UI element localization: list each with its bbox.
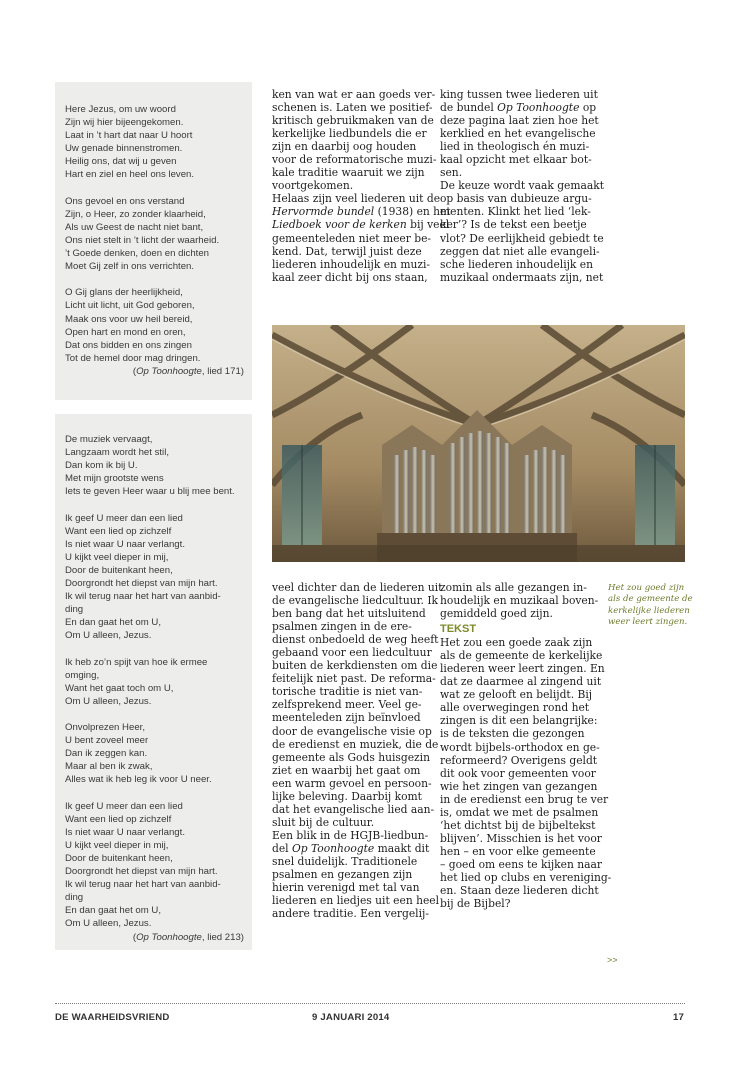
article-text-line: gemeenteleden niet meer be-: [272, 231, 432, 245]
stanza-gap: [65, 273, 252, 286]
article-text-line: Liedboek voor de kerken bij veel: [272, 218, 450, 232]
article-text-line: Helaas zijn veel liederen uit de: [272, 192, 441, 206]
article-text-line: psalmen zingen in de ere-: [272, 620, 412, 634]
article-text-line: op basis van dubieuze argu-: [440, 192, 592, 206]
hymn-line: Om U alleen, Jezus.: [65, 695, 152, 707]
hymn-line: Zijn, o Heer, zo zonder klaarheid,: [65, 208, 206, 220]
hymn-line: Hart en ziel en heel ons leven.: [65, 169, 195, 181]
stanza-gap: [65, 708, 252, 721]
article-text-line: kerkelijke liedbundels die er: [272, 127, 427, 141]
article-text-line: dit ook voor gemeenten voor: [440, 766, 596, 780]
hymn-line: Door de buitenkant heen,: [65, 564, 173, 576]
section-heading: TEKST: [440, 623, 477, 636]
article-text-line: vlot? De eerlijkheid gebiedt te: [440, 231, 604, 245]
caption-line: kerkelijke liederen: [608, 605, 690, 616]
stanza-gap: [65, 787, 252, 800]
hymn-line: Onvolprezen Heer,: [65, 722, 145, 734]
article-text-line: een warm gevoel en persoon-: [272, 776, 432, 790]
article-column-d-body: [440, 636, 612, 911]
hymn-line: Doorgrondt het diepst van mijn hart.: [65, 578, 218, 590]
hymn-line: Dan ik zeggen kan.: [65, 748, 148, 760]
hymn-line: Ik geef U meer dan een lied: [65, 800, 183, 812]
article-column-a: [272, 88, 451, 284]
hymn-sidebar-box-1: [55, 82, 252, 400]
article-text-line: liederen weer leert zingen. En: [440, 662, 605, 676]
hymn-line: U bent zoveel meer: [65, 735, 149, 747]
article-text-line: de eredienst en muziek, die de: [272, 737, 439, 751]
footer-page-number: 17: [673, 1012, 685, 1023]
hymn-line: Is niet waar U naar verlangt.: [65, 826, 185, 838]
article-text-line: is, omdat we met de psalmen: [440, 805, 599, 819]
article-text-line: liederen inhoudelijk en muzi-: [272, 257, 431, 271]
hymn-citation-1: (Op Toonhoogte, lied 171): [132, 365, 244, 377]
hymn-line: Ik wil terug naar het hart van aanbid-: [65, 591, 221, 603]
article-text-line: hierin verenigd met tal van: [272, 881, 420, 895]
article-text-line: door de evangelische visie op: [272, 724, 432, 738]
article-text-line: zingen is dit een belangrijke:: [440, 714, 598, 728]
hymn-line: Als uw Geest de nacht niet bant,: [65, 221, 204, 233]
hymn-line: Want het gaat toch om U,: [65, 682, 174, 694]
hymn-line: Here Jezus, om uw woord: [65, 104, 176, 115]
footer-date: 9 JANUARI 2014: [312, 1012, 390, 1023]
stanza-gap: [65, 643, 252, 656]
article-text-line: schenen is. Laten we positief-: [272, 101, 433, 115]
stanza-gap: [65, 498, 252, 511]
article-text-line: Hervormde bundel (1938) en het: [272, 205, 451, 219]
article-text-line: muzikaal ondermaats zijn, net: [440, 270, 604, 284]
caption-line: weer leert zingen.: [608, 617, 688, 628]
hymn-line: Langzaam wordt het stil,: [65, 447, 169, 459]
article-text-line: wie het zingen van gezangen: [440, 779, 598, 793]
hymn-text-1: [65, 103, 252, 365]
article-text-line: – goed om eens te kijken naar: [440, 857, 603, 871]
article-text-line: gemiddeld goed zijn.: [440, 607, 553, 621]
footer-divider: [55, 1003, 685, 1004]
hymn-line: Ik geef U meer dan een lied: [65, 512, 183, 524]
hymn-line: En dan gaat het om U,: [65, 905, 161, 917]
article-text-line: snel duidelijk. Traditionele: [272, 854, 418, 868]
article-text-line: bij de Bijbel?: [440, 897, 511, 911]
article-text-line: De keuze wordt vaak gemaakt: [440, 179, 605, 193]
article-text-line: ken van wat er aan goeds ver-: [272, 88, 436, 101]
article-text-line: kend. Dat, terwijl juist deze: [272, 244, 422, 258]
article-text-line: veel dichter dan de liederen uit: [272, 581, 443, 594]
article-text-line: gebaand voor een liedcultuur: [272, 646, 432, 660]
hymn-line: Tot de hemel door mag dringen.: [65, 352, 201, 364]
article-text-line: reformeerd? Overigens geldt: [440, 753, 598, 767]
article-text-line: menten. Klinkt het lied ‘lek-: [440, 205, 591, 219]
article-text-line: het lied op clubs en vereniging-: [440, 870, 612, 884]
article-text-line: dat het evangelische lied aan-: [272, 802, 435, 816]
footer-publication: DE WAARHEIDSVRIEND: [55, 1012, 170, 1023]
stanza-gap: [65, 182, 252, 195]
hymn-line: Door de buitenkant heen,: [65, 853, 173, 864]
article-text-line: de evangelische liedcultuur. Ik: [272, 594, 439, 608]
hymn-line: Om U alleen, Jezus.: [65, 630, 152, 642]
article-text-line: kaal zeer dicht bij ons staan,: [272, 270, 428, 284]
hymn-line: Want een lied op zichzelf: [65, 813, 172, 825]
article-text-line: dat ze daarmee al zingend uit: [440, 675, 602, 689]
hymn-line: Is niet waar U naar verlangt.: [65, 538, 185, 550]
article-text-line: buiten de kerkdiensten om die: [272, 659, 438, 673]
article-text-line: voortgekomen.: [272, 179, 354, 193]
continue-marker: >>: [607, 955, 618, 965]
hymn-line: Ons gevoel en ons verstand: [65, 195, 185, 207]
article-text-line: Het zou een goede zaak zijn: [440, 636, 593, 650]
hymn-line: ding: [65, 892, 84, 904]
hymn-line: Doorgrondt het diepst van mijn hart.: [65, 866, 218, 878]
article-text-line: sluit bij de cultuur.: [272, 815, 375, 829]
hymn-citation-2: (Op Toonhoogte, lied 213): [132, 931, 244, 943]
article-text-line: kale traditie waaruit we zijn: [272, 166, 425, 180]
article-column-d-intro: [440, 581, 600, 620]
article-text-line: Een blik in de HGJB-liedbun-: [272, 828, 429, 842]
article-text-line: ‘het dichtst bij de bijbeltekst: [440, 818, 596, 832]
article-text-line: sche liederen inhoudelijk en: [440, 257, 594, 271]
hymn-sidebar-box-2: [55, 414, 252, 950]
article-text-line: sen.: [440, 166, 463, 180]
article-text-line: king tussen twee liederen uit: [440, 88, 598, 101]
caption-line: als de gemeente de: [608, 594, 693, 605]
article-column-d: [440, 581, 612, 911]
hymn-text-2: [65, 433, 252, 931]
hymn-line: ding: [65, 604, 84, 616]
article-text-line: psalmen en gezangen zijn: [272, 868, 413, 882]
hymn-line: Alles wat ik heb leg ik voor U neer.: [65, 774, 212, 786]
caption-line: Het zou goed zijn: [608, 583, 685, 593]
article-column-c: [272, 581, 443, 921]
article-text-line: feitelijk niet past. De reforma-: [272, 672, 436, 686]
article-text-line: dienst onbedoeld de weg heeft: [272, 633, 439, 647]
hymn-line: U kijkt veel dieper in mij,: [65, 551, 169, 563]
church-organ-photo: [272, 325, 685, 562]
hymn-line: O Gij glans der heerlijkheid,: [65, 287, 183, 299]
article-text-line: als de gemeente de kerkelijke: [440, 649, 603, 663]
article-column-b: [440, 88, 605, 284]
article-text-line: wat ze gelooft en belijdt. Bij: [440, 688, 593, 702]
hymn-line: Maar al ben ik zwak,: [65, 761, 153, 773]
article-text-line: ker’? Is de tekst een beetje: [440, 218, 587, 232]
article-text-line: lied in theologisch én muzi-: [440, 140, 590, 154]
hymn-line: Licht uit licht, uit God geboren,: [65, 300, 195, 312]
hymn-line: Ik wil terug naar het hart van aanbid-: [65, 879, 221, 891]
hymn-line: Ik heb zo’n spijt van hoe ik ermee: [65, 656, 208, 668]
hymn-line: Uw genade binnenstromen.: [65, 143, 183, 155]
article-text-line: deze pagina laat zien hoe het: [440, 114, 599, 128]
hymn-line: ’t Goede denken, doen en dichten: [65, 248, 210, 260]
article-text-line: torische traditie is niet van-: [272, 685, 423, 699]
hymn-line: Met mijn grootste wens: [65, 473, 164, 485]
hymn-line: Want een lied op zichzelf: [65, 525, 172, 537]
article-text-line: kritisch gebruikmaken van de: [272, 114, 434, 128]
hymn-line: Ons niet stelt in ’t licht der waarheid.: [65, 234, 220, 246]
article-text-line: en. Staan deze liederen dicht: [440, 884, 599, 898]
hymn-line: Dan kom ik bij U.: [65, 460, 138, 472]
article-text-line: lijke beleving. Daarbij komt: [272, 789, 422, 803]
hymn-line: En dan gaat het om U,: [65, 617, 161, 629]
hymn-line: omging,: [65, 669, 100, 681]
hymn-line: Iets te geven Heer waar u blij mee bent.: [65, 486, 235, 498]
hymn-line: Moet Gij zelf in ons verrichten.: [65, 261, 195, 273]
hymn-line: U kijkt veel dieper in mij,: [65, 839, 169, 851]
hymn-line: Dat ons bidden en ons zingen: [65, 339, 192, 351]
article-text-line: zeggen dat niet alle evangeli-: [440, 244, 600, 258]
article-text-line: kaal opzicht met elkaar bot-: [440, 153, 592, 167]
article-text-line: gemeente als Gods huisgezin: [272, 750, 430, 764]
article-text-line: meenteleden zijn beïnvloed: [272, 711, 421, 725]
article-text-line: ziet en waarbij het gaat om: [272, 763, 421, 777]
hymn-line: Open hart en mond en oren,: [65, 326, 186, 338]
hymn-line: Zijn wij hier bijeengekomen.: [65, 117, 184, 129]
article-text-line: wordt bijbels-orthodox en ge-: [440, 740, 600, 754]
article-text-line: de bundel Op Toonhoogte op: [440, 101, 597, 115]
article-text-line: liederen en liedjes uit een heel: [272, 894, 440, 908]
photo-caption: [608, 583, 693, 629]
article-text-line: blijven’. Misschien is het voor: [440, 831, 602, 845]
hymn-line: De muziek vervaagt,: [65, 434, 153, 445]
hymn-line: Maak ons voor uw heil bereid,: [65, 313, 193, 325]
article-text-line: is de teksten die gezongen: [440, 727, 585, 741]
hymn-line: Om U alleen, Jezus.: [65, 918, 152, 930]
article-text-line: zelfsprekend meer. Veel ge-: [272, 698, 422, 712]
hymn-line: Laat in ’t hart dat naar U hoort: [65, 130, 193, 142]
article-text-line: del Op Toonhoogte maakt dit: [272, 841, 430, 855]
article-text-line: kerklied en het evangelische: [440, 127, 596, 141]
article-text-line: voor de reformatorische muzi-: [272, 153, 437, 167]
article-text-line: ben bang dat het uitsluitend: [272, 607, 426, 621]
article-text-line: alle overwegingen rond het: [440, 701, 590, 715]
article-text-line: hen – en voor elke gemeente: [440, 844, 596, 858]
article-text-line: zomin als alle gezangen in-: [440, 581, 587, 594]
article-text-line: in de eredienst een brug te ver: [440, 792, 609, 806]
article-text-line: zijn en daarbij oog houden: [272, 140, 417, 154]
article-text-line: houdelijk en muzikaal boven-: [440, 594, 599, 608]
article-text-line: andere traditie. Een vergelij-: [272, 907, 429, 921]
hymn-line: Heilig ons, dat wij u geven: [65, 156, 177, 168]
